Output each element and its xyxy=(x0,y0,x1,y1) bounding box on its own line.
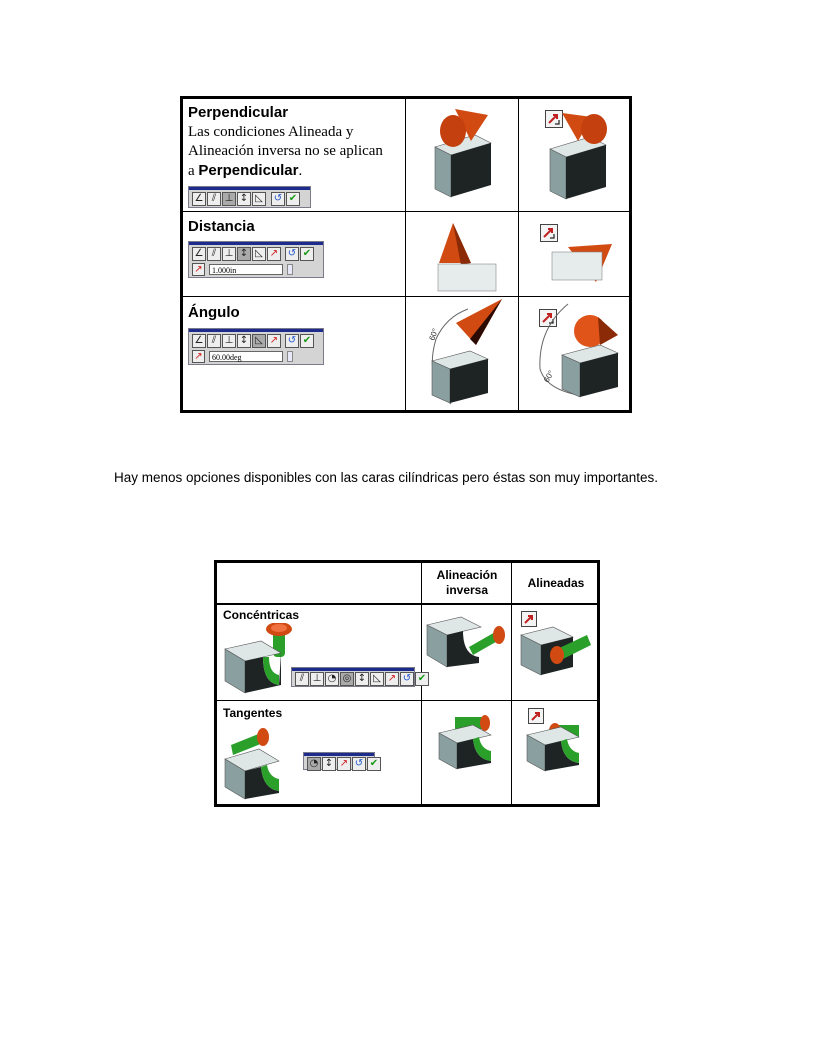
angle-icon[interactable]: ◺ xyxy=(252,247,266,261)
undo-icon[interactable]: ↺ xyxy=(271,192,285,206)
undo-icon[interactable]: ↺ xyxy=(352,757,366,771)
concentric-icon[interactable]: ◎ xyxy=(340,672,354,686)
flip-dimension-icon[interactable]: ↗ xyxy=(192,350,205,363)
coincident-icon[interactable]: ∠ xyxy=(192,334,206,348)
mate-toolbar-angle xyxy=(188,328,324,365)
parallel-icon[interactable]: ⫽ xyxy=(207,334,221,348)
flip-direction-icon xyxy=(540,224,558,242)
parallel-icon[interactable]: ⫽ xyxy=(295,672,309,686)
mate-toolbar-distance xyxy=(188,241,324,278)
angle-dimension-label: 60° xyxy=(427,327,441,342)
parallel-icon[interactable]: ⫽ xyxy=(207,192,221,206)
constraint-table-cylindrical xyxy=(214,560,600,807)
angle-icon[interactable]: ◺ xyxy=(252,192,266,206)
perpendicular-icon[interactable]: ⊥ xyxy=(222,192,236,206)
angle-icon[interactable]: ◺ xyxy=(252,334,266,348)
ok-check-icon[interactable]: ✔ xyxy=(367,757,381,771)
undo-icon[interactable]: ↺ xyxy=(285,334,299,348)
undo-icon[interactable]: ↺ xyxy=(285,247,299,261)
perpendicular-icon[interactable]: ⊥ xyxy=(310,672,324,686)
mate-toolbar-concentric xyxy=(291,667,427,687)
perpendicular-description: Las condiciones Alineada y Alineación inversa no se aplican a Perpendicular. xyxy=(188,124,383,179)
coincident-icon[interactable]: ∠ xyxy=(192,192,206,206)
body-paragraph: Hay menos opciones disponibles con las caras cilíndricas pero éstas son muy importantes. xyxy=(114,470,659,485)
tangent-icon[interactable]: ◔ xyxy=(307,757,321,771)
distance-value-input[interactable]: 1.000in xyxy=(209,264,283,275)
perpendicular-flipped-illustration xyxy=(548,111,618,201)
perpendicular-icon[interactable]: ⊥ xyxy=(222,247,236,261)
distance-icon[interactable]: ↕ xyxy=(355,672,369,686)
concentric-anti-aligned-illustration xyxy=(425,611,509,675)
ok-check-icon[interactable]: ✔ xyxy=(415,672,429,686)
header-alineacion-inversa: Alineación inversa xyxy=(436,568,498,597)
angle-value-input[interactable]: 60.00deg xyxy=(209,351,283,362)
ok-check-icon[interactable]: ✔ xyxy=(300,334,314,348)
header-alineadas: Alineadas xyxy=(527,576,585,590)
row-title-angulo: Ángulo xyxy=(188,304,240,321)
distance-illustration xyxy=(431,221,501,293)
flip-dimension-icon[interactable]: ↗ xyxy=(192,263,205,276)
ok-check-icon[interactable]: ✔ xyxy=(300,247,314,261)
distance-spinner[interactable] xyxy=(287,264,293,275)
perpendicular-icon[interactable]: ⊥ xyxy=(222,334,236,348)
flip-icon[interactable]: ↗ xyxy=(267,334,281,348)
ok-check-icon[interactable]: ✔ xyxy=(286,192,300,206)
parallel-icon[interactable]: ⫽ xyxy=(207,247,221,261)
distance-flipped-illustration xyxy=(548,242,618,287)
concentric-aligned-illustration xyxy=(519,617,599,681)
constraint-table-planar xyxy=(180,96,632,413)
mate-toolbar-perpendicular xyxy=(188,186,311,208)
flip-icon[interactable]: ↗ xyxy=(267,247,281,261)
angle-illustration xyxy=(426,299,506,411)
row-title-concentricas: Concéntricas xyxy=(223,608,300,622)
angle-dimension-label: 60° xyxy=(541,369,556,384)
tangent-icon[interactable]: ◔ xyxy=(325,672,339,686)
tangent-illustration xyxy=(223,723,289,801)
coincident-icon[interactable]: ∠ xyxy=(192,247,206,261)
distance-icon[interactable]: ↕ xyxy=(237,192,251,206)
row-title-tangentes: Tangentes xyxy=(223,706,283,720)
row-title-perpendicular: Perpendicular xyxy=(188,104,289,121)
angle-flipped-illustration xyxy=(528,299,628,411)
tangent-anti-aligned-illustration xyxy=(437,711,505,775)
flip-icon[interactable]: ↗ xyxy=(337,757,351,771)
perpendicular-illustration xyxy=(433,105,503,200)
mate-toolbar-tangent xyxy=(303,752,379,770)
distance-icon[interactable]: ↕ xyxy=(237,334,251,348)
angle-spinner[interactable] xyxy=(287,351,293,362)
distance-icon[interactable]: ↕ xyxy=(237,247,251,261)
row-title-distancia: Distancia xyxy=(188,218,255,235)
flip-icon[interactable]: ↗ xyxy=(385,672,399,686)
distance-icon[interactable]: ↕ xyxy=(322,757,336,771)
concentric-illustration xyxy=(223,623,297,695)
angle-icon[interactable]: ◺ xyxy=(370,672,384,686)
tangent-aligned-illustration xyxy=(525,713,597,777)
undo-icon[interactable]: ↺ xyxy=(400,672,414,686)
